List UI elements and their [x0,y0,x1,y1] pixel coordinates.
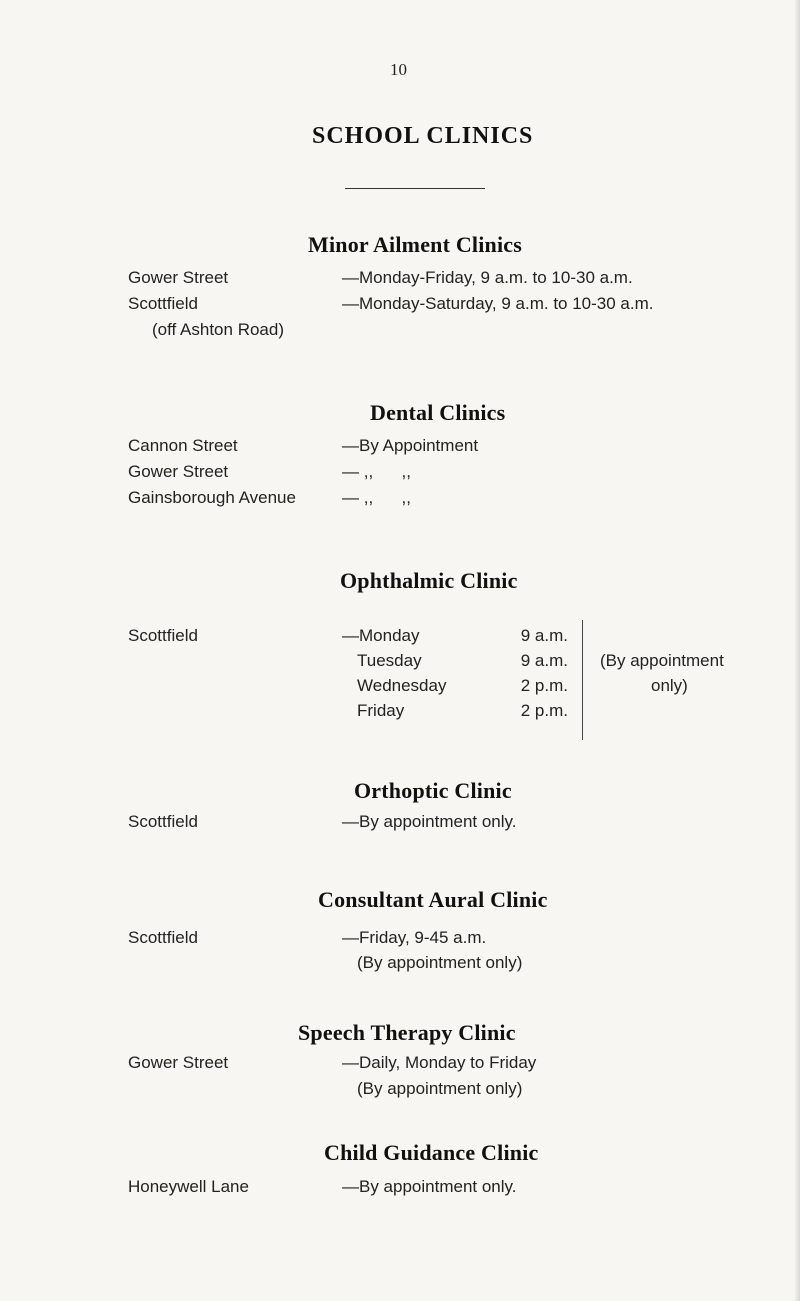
dental-detail-2: — ,, ,, [342,462,411,481]
ophthalmic-time-2: 9 a.m. [520,651,568,670]
aural-place: Scottfield [128,928,198,947]
minor-place-3: (off Ashton Road) [152,320,284,339]
minor-detail-2: —Monday-Saturday, 9 a.m. to 10-30 a.m. [342,294,654,313]
ophthalmic-place: Scottfield [128,626,198,645]
page-edge-shadow [794,0,800,1301]
child-guidance-place: Honeywell Lane [128,1177,249,1196]
ophthalmic-note-line-2: only) [651,676,688,695]
page-number: 10 [390,60,407,79]
ophthalmic-time-1: 9 a.m. [520,626,568,645]
aural-heading: Consultant Aural Clinic [318,887,548,912]
child-guidance-heading: Child Guidance Clinic [324,1140,539,1165]
ophthalmic-note-line-1: (By appointment [600,651,724,670]
dental-heading: Dental Clinics [370,400,506,425]
dental-detail-1: —By Appointment [342,436,479,455]
ophthalmic-time-3: 2 p.m. [520,676,568,695]
orthoptic-place: Scottfield [128,812,198,831]
dental-place-3: Gainsborough Avenue [128,488,296,507]
orthoptic-heading: Orthoptic Clinic [354,778,512,803]
minor-detail-1: —Monday-Friday, 9 a.m. to 10-30 a.m. [342,268,633,287]
child-guidance-detail: —By appointment only. [342,1177,517,1196]
title-divider [345,188,485,189]
minor-place-1: Gower Street [128,268,229,287]
speech-detail-line-2: (By appointment only) [357,1079,523,1098]
dental-detail-3: — ,, ,, [342,488,411,507]
minor-ailment-heading: Minor Ailment Clinics [308,232,523,257]
aural-detail-line-2: (By appointment only) [357,953,523,972]
dental-place-2: Gower Street [128,462,229,481]
ophthalmic-day-3: Wednesday [357,676,447,695]
ophthalmic-day-2: Tuesday [357,651,422,670]
ophthalmic-time-4: 2 p.m. [520,701,568,720]
minor-place-2: Scottfield [128,294,198,313]
schedule-brace [582,620,583,740]
aural-detail-line-1: —Friday, 9-45 a.m. [342,928,487,947]
ophthalmic-day-1: —Monday [342,626,420,645]
page-title: SCHOOL CLINICS [312,123,534,149]
speech-detail-line-1: —Daily, Monday to Friday [342,1053,537,1072]
speech-place: Gower Street [128,1053,229,1072]
ophthalmic-day-4: Friday [357,701,405,720]
ophthalmic-heading: Ophthalmic Clinic [340,568,518,593]
speech-heading: Speech Therapy Clinic [298,1020,516,1045]
dental-place-1: Cannon Street [128,436,238,455]
orthoptic-detail: —By appointment only. [342,812,517,831]
